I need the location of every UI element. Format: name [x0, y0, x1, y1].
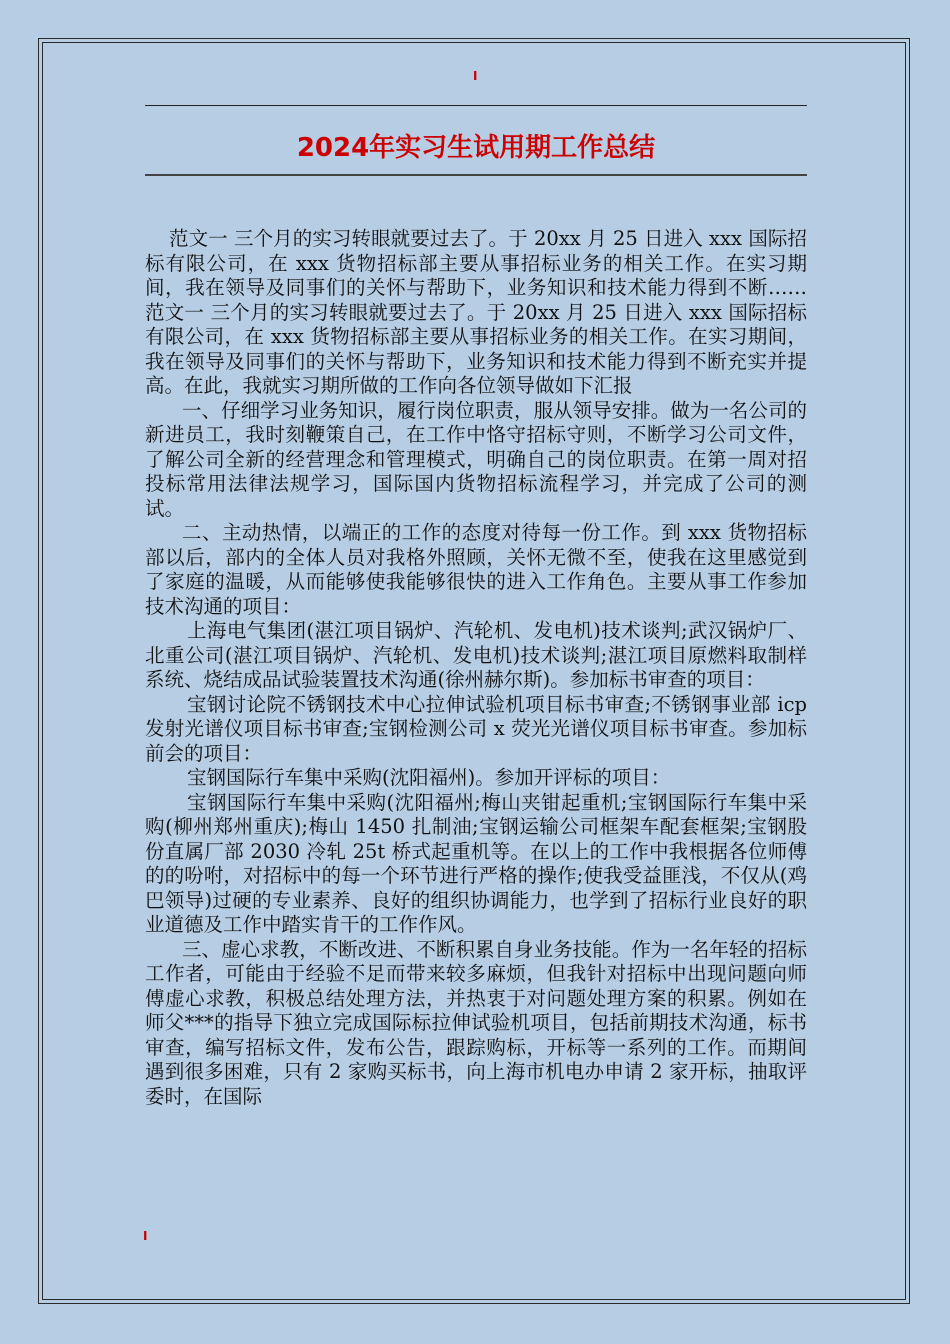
title-rule	[145, 174, 807, 176]
document-title: 2024年实习生试用期工作总结	[296, 133, 656, 163]
paragraph: 范文一 三个月的实习转眼就要过去了。于 20xx 月 25 日进入 xxx 国际招标有限公司，在 xxx 货物招标部主要从事招标业务的相关工作。在实习期间，我在领导及同事们的关怀与帮助下，业务知识和技术能力得到不断…… 范文一 三个月的实习转眼就要过去了。于 20xx 月 25 日进入 xxx 国际招标有限公司，在 xxx 货物招标部主要从事招标业务的相关工作。在实习期间，我在领导及同事们的关怀与帮助下，业务知识和技术能力得到不断充实并提高。在此，我就实习期所做的工作向各位领导做如下汇报	[145, 227, 807, 397]
paragraph: 宝钢讨论院不锈钢技术中心拉伸试验机项目标书审查;不锈钢事业部 icp 发射光谱仪项目标书审查;宝钢检测公司 x 荧光光谱仪项目标书审查。参加标前会的项目：	[145, 692, 807, 765]
document-page	[38, 38, 910, 1304]
paragraph: 上海电气集团(湛江项目锅炉、汽轮机、发电机)技术谈判;武汉锅炉厂、北重公司(湛江项目锅炉、汽轮机、发电机)技术谈判;湛江项目原燃料取制样系统、烧结成品试验装置技术沟通(徐州赫尔斯)。参加标书审查的项目：	[145, 619, 807, 691]
header-rule	[145, 105, 807, 106]
header-mark: I	[473, 69, 478, 83]
paragraph: 三、虚心求教，不断改进、不断积累自身业务技能。作为一名年轻的招标工作者，可能由于经验不足而带来较多麻烦，但我针对招标中出现问题向师傅虚心求教，积极总结处理方法，并热衷于对问题处理方案的积累。例如在师父***的指导下独立完成国际标拉伸试验机项目，包括前期技术沟通，标书审查，编写招标文件，发布公告，跟踪购标，开标等一系列的工作。而期间遇到很多困难，只有 2 家购买标书，向上海市机电办申请 2 家开标，抽取评委时，在国际	[145, 937, 807, 1108]
paragraph: 二、主动热情，以端正的工作的态度对待每一份工作。到 xxx 货物招标部以后，部内的全体人员对我格外照顾，关怀无微不至，使我在这里感觉到了家庭的温暖，从而能够使我能够很快的进入工作角色。主要从事工作参加技术沟通的项目：	[145, 521, 807, 618]
footer-mark: I	[143, 1229, 148, 1243]
paragraph: 一、仔细学习业务知识，履行岗位职责，服从领导安排。做为一名公司的新进员工，我时刻鞭策自己，在工作中恪守招标守则，不断学习公司文件，了解公司全新的经营理念和管理模式，明确自己的岗位职责。在第一周对招投标常用法律法规学习，国际国内货物招标流程学习，并完成了公司的测试。	[145, 398, 807, 520]
paragraph: 宝钢国际行车集中采购(沈阳福州;梅山夹钳起重机;宝钢国际行车集中采购(柳州郑州重庆);梅山 1450 扎制油;宝钢运输公司框架车配套框架;宝钢股份直属厂部 2030 冷轧 25t 桥式起重机等。在以上的工作中我根据各位师傅的的吩咐，对招标中的每一个环节进行严格的操作;使我受益匪浅，不仅从(鸡巴领导)过硬的专业素养、良好的组织协调能力，也学到了招标行业良好的职业道德及工作中踏实肯干的工作作风。	[145, 790, 807, 936]
paragraph: 宝钢国际行车集中采购(沈阳福州)。参加开评标的项目：	[187, 766, 671, 789]
document-body	[145, 227, 807, 1109]
